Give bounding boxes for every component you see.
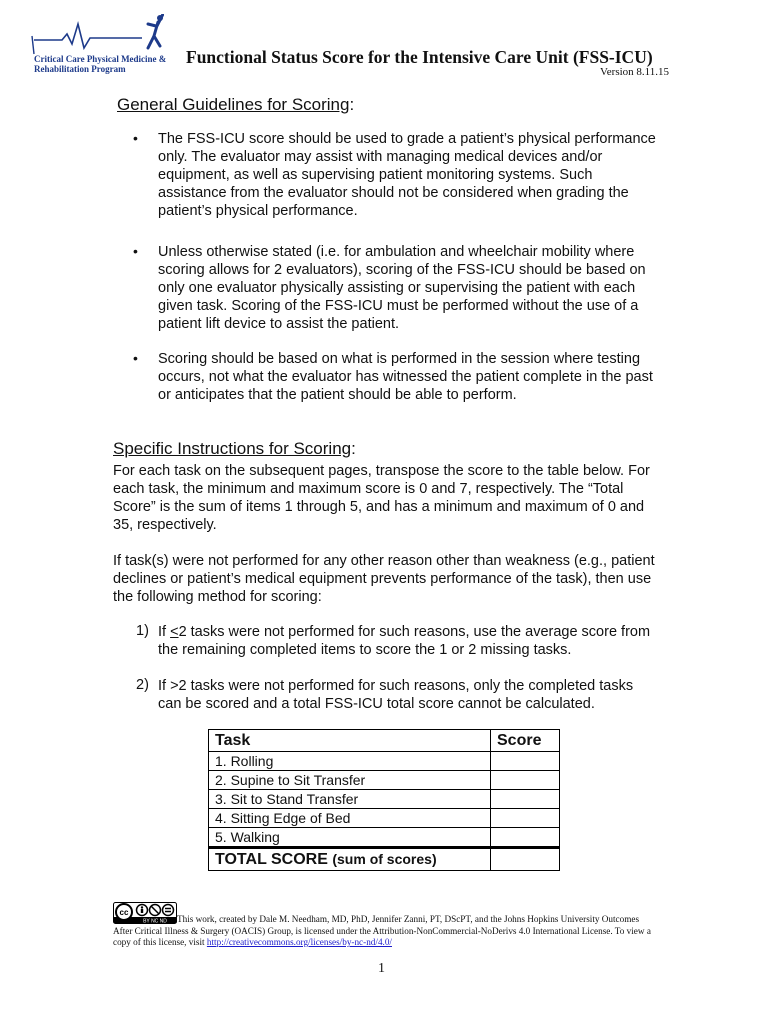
version-label: Version 8.11.15 [600,66,669,78]
bullet-icon: • [133,243,138,259]
page-number: 1 [378,961,385,976]
instruction-item-1-pre: If [158,624,171,640]
total-score-note: (sum of scores) [332,850,437,867]
score-cell[interactable] [491,809,560,828]
general-guidelines-heading-text: General Guidelines for Scoring [117,95,350,114]
task-cell: 5. Walking [209,828,491,848]
bullet-icon: • [133,350,138,366]
score-column-header: Score [491,730,560,752]
item-number-2: 2) [136,677,149,693]
table-row [209,790,560,809]
task-cell: 1. Rolling [209,752,491,771]
total-score-label-cell [209,848,491,871]
document-title: Functional Status Score for the Intensive Care Unit (FSS-ICU) [186,47,653,67]
task-score-table [208,729,560,871]
table-row [209,752,560,771]
table-header-row [209,730,560,752]
guideline-bullet-1: The FSS-ICU score should be used to grade a patient’s physical performance only. The evaluator may assist with managing medical devices and/or equipment, as well as supervising patient monitoring systems. Such assistance from the evaluator should not be considered when grading the patient’s physical performance. [158,131,656,219]
general-guidelines-heading [117,95,354,115]
instruction-item-2: If >2 tasks were not performed for such reasons, only the completed tasks can be scored and a total FSS-ICU total score cannot be calculated. [158,678,634,712]
score-cell[interactable] [491,752,560,771]
total-score-label: TOTAL SCORE [215,850,328,868]
guideline-bullet-2: Unless otherwise stated (i.e. for ambulation and wheelchair mobility where scoring allows for 2 evaluators), scoring of the FSS-ICU should be based on only one evaluator physically assisting or supervising the patient with each given task. Scoring of the FSS-ICU must be performed without the use of a patient lift device to assist the patient. [158,244,646,332]
guideline-bullet-3: Scoring should be based on what is performed in the session where testing occurs, not what the evaluator has witnessed the patient complete in the past or anticipates that the patient should be able to perform. [158,351,653,403]
task-cell: 2. Supine to Sit Transfer [209,771,491,790]
bullet-icon: • [133,130,138,146]
table-row [209,828,560,848]
instructions-paragraph-2: If task(s) were not performed for any other reason other than weakness (e.g., patient declines or patient’s medical equipment prevents performance of the task), then use the following method for scoring: [113,553,655,605]
score-cell[interactable] [491,828,560,848]
score-cell[interactable] [491,771,560,790]
table-row [209,771,560,790]
task-cell: 3. Sit to Stand Transfer [209,790,491,809]
item-number-1: 1) [136,623,149,639]
instruction-item-1-post: 2 tasks were not performed for such reasons, use the average score from the remaining completed items to score the 1 or 2 missing tasks. [158,624,651,658]
specific-instructions-colon: : [351,439,356,458]
score-cell[interactable] [491,790,560,809]
program-logo [22,14,167,74]
heartbeat-figure-icon [22,14,164,58]
table-row [209,809,560,828]
total-score-cell[interactable] [491,848,560,871]
total-score-row [209,848,560,871]
cc-badge-label: cc [119,908,129,917]
general-guidelines-colon: : [349,95,355,114]
specific-instructions-heading [113,439,356,459]
specific-instructions-heading-text: Specific Instructions for Scoring [113,439,352,458]
less-equal-mark: < [170,624,179,640]
logo-line-2: Rehabilitation Program [34,64,126,74]
license-link[interactable]: http://creativecommons.org/licenses/by-nc-nd/4.0/ [206,937,392,947]
logo-line-1: Critical Care Physical Medicine & [34,54,167,64]
cc-badge-terms: BY NC ND [143,918,167,924]
license-statement: This work, created by Dale M. Needham, MD, PhD, Jennifer Zanni, PT, DScPT, and the Johns Hopkins University Outcomes After Critical Illness & Surgery (OACIS) Group, is licensed under the Attribution-NonCommercial-NoDerivs 4.0 International License. To view a copy of this license, visit [113,914,651,947]
instructions-paragraph-1: For each task on the subsequent pages, transpose the score to the table below. For each task, the minimum and maximum score is 0 and 7, respectively. The “Total Score” is the sum of items 1 through 5, and has a minimum and maximum of 0 and 35, respectively. [113,463,650,533]
task-column-header: Task [209,730,491,752]
license-text [113,914,658,949]
task-cell: 4. Sitting Edge of Bed [209,809,491,828]
instruction-item-1 [158,623,658,659]
